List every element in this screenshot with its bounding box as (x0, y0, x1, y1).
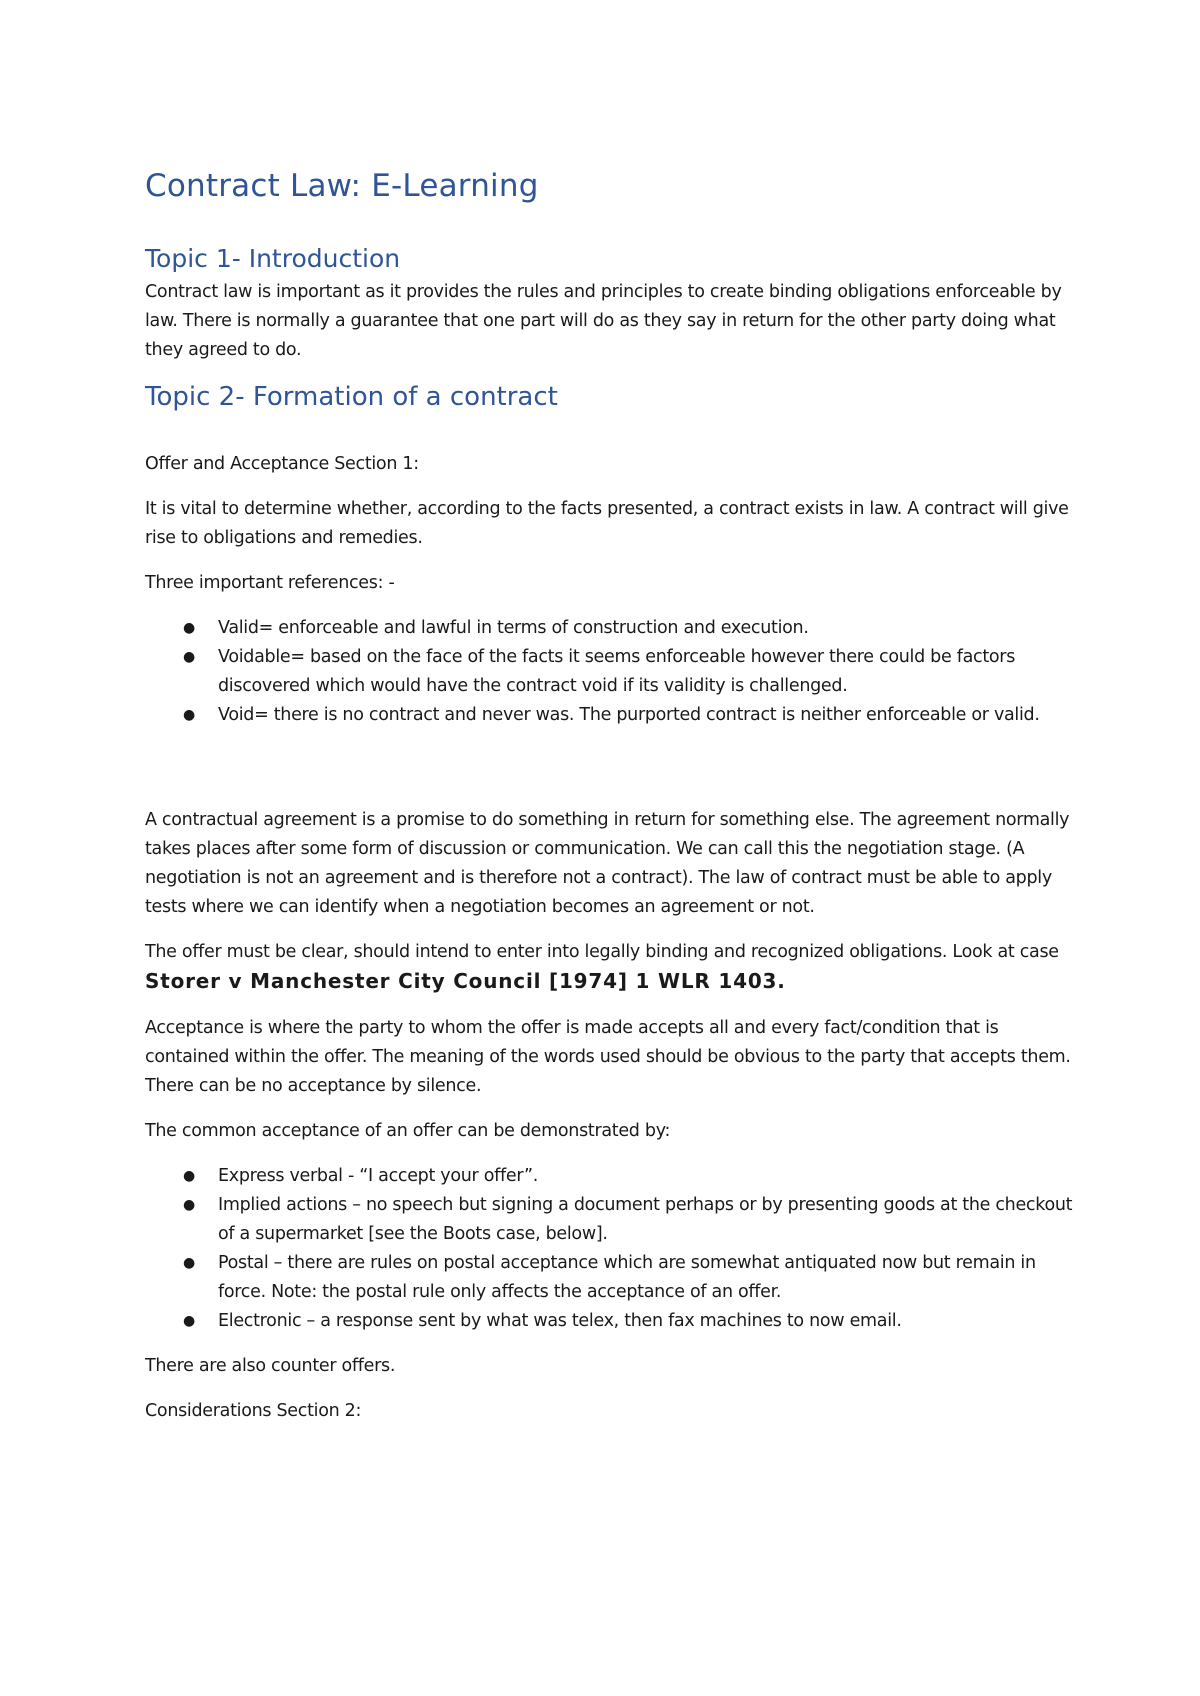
bullet-icon: ● (183, 1196, 195, 1213)
section2-label: Considerations Section 2: (145, 1400, 362, 1421)
topic2-heading: Topic 2- Formation of a contract (145, 382, 558, 413)
list-item (183, 614, 1080, 643)
list-item-text: Postal – there are rules on postal acceptance which are somewhat antiquated now but remain in force. Note: the postal rule only affects the acceptance of an offer. (218, 1252, 1036, 1302)
list-item-text: Express verbal - “I accept your offer”. (218, 1165, 538, 1186)
offer-paragraph (145, 938, 1080, 998)
references-intro: Three important references: - (145, 572, 395, 593)
bullet-icon: ● (183, 619, 195, 636)
references-list (145, 614, 1080, 730)
acceptance-methods-list (145, 1162, 1080, 1336)
list-item (183, 1249, 1080, 1307)
list-item (183, 1307, 1080, 1336)
bullet-icon: ● (183, 1312, 195, 1329)
acceptance-paragraph: Acceptance is where the party to whom the offer is made accepts all and every fact/condition that is contained within the offer. The meaning of the words used should be obvious to the party that accepts them. There can be no acceptance by silence. (145, 1017, 1071, 1096)
list-item (183, 643, 1080, 701)
counter-offers-text: There are also counter offers. (145, 1355, 396, 1376)
blank-line (145, 746, 1080, 806)
list-item (183, 1162, 1080, 1191)
list-item (183, 1191, 1080, 1249)
bullet-icon: ● (183, 1254, 195, 1271)
list-item-text: Voidable= based on the face of the facts it seems enforceable however there could be factors discovered which would have the contract void if its validity is challenged. (218, 646, 1016, 696)
vital-paragraph: It is vital to determine whether, according to the facts presented, a contract exists in law. A contract will give rise to obligations and remedies. (145, 498, 1069, 548)
list-item-text: Electronic – a response sent by what was telex, then fax machines to now email. (218, 1310, 902, 1331)
topic1-body: Contract law is important as it provides the rules and principles to create binding obligations enforceable by law. There is normally a guarantee that one part will do as they say in return for the other party doing what they agreed to do. (145, 282, 1062, 361)
demonstrated-intro: The common acceptance of an offer can be demonstrated by: (145, 1120, 671, 1141)
document-title: Contract Law: E-Learning (145, 168, 539, 204)
bullet-icon: ● (183, 706, 195, 723)
bullet-icon: ● (183, 648, 195, 665)
list-item-text: Implied actions – no speech but signing a document perhaps or by presenting goods at the checkout of a supermarket [see the Boots case, below]. (218, 1194, 1073, 1244)
document-page (145, 168, 1080, 1442)
case-citation: Storer v Manchester City Council [1974] 1 WLR 1403. (145, 968, 786, 993)
agreement-paragraph: A contractual agreement is a promise to do something in return for something else. The agreement normally takes places after some form of discussion or communication. We can call this the negotiation stage. (A negotiation is not an agreement and is therefore not a contract). The law of contract must be able to apply tests where we can identify when a negotiation becomes an agreement or not. (145, 809, 1070, 917)
offer-paragraph-text: The offer must be clear, should intend to enter into legally binding and recognized obligations. Look at case (145, 941, 1059, 962)
list-item-text: Void= there is no contract and never was. The purported contract is neither enforceable or valid. (218, 704, 1040, 725)
bullet-icon: ● (183, 1167, 195, 1184)
section1-label: Offer and Acceptance Section 1: (145, 453, 419, 474)
topic1-heading: Topic 1- Introduction (145, 244, 401, 274)
list-item-text: Valid= enforceable and lawful in terms of construction and execution. (218, 617, 809, 638)
list-item (183, 701, 1080, 730)
